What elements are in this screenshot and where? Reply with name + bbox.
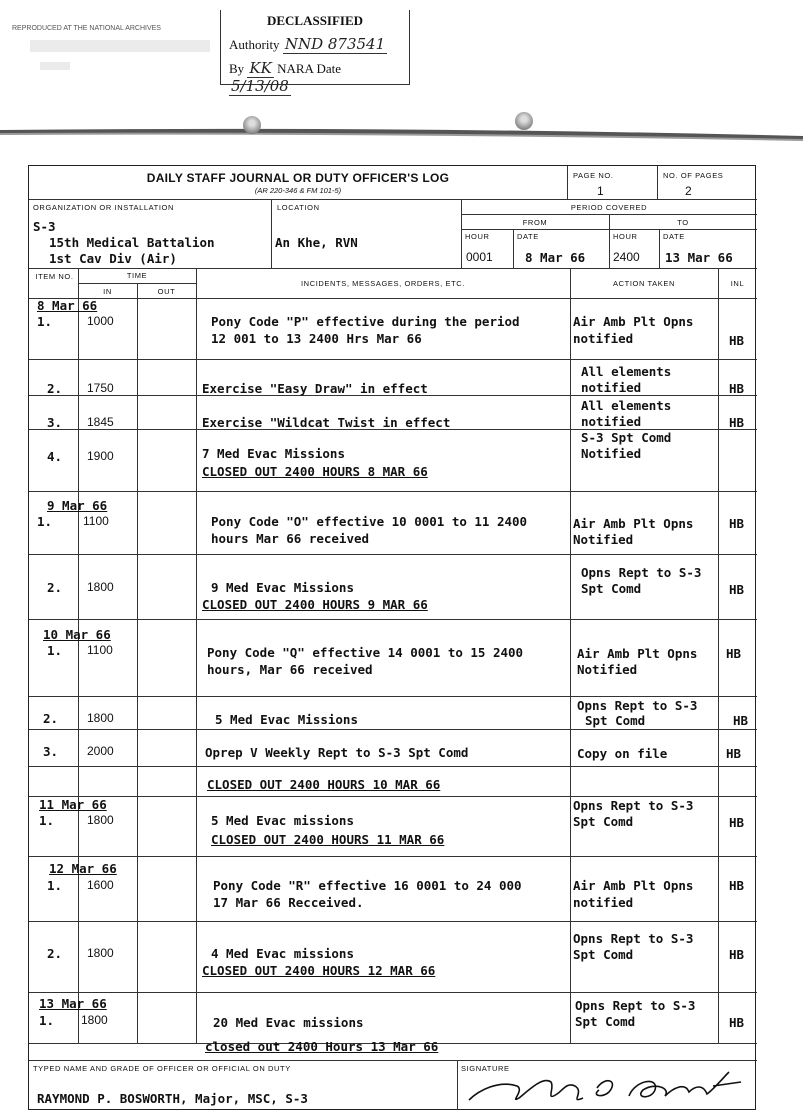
incident-text: 17 Mar 66 Recceived. [213, 895, 364, 910]
to-hour-label: HOUR [613, 232, 638, 241]
action-text: Opns Rept to S-3 [575, 998, 696, 1013]
initials: HB [729, 381, 745, 396]
smudge [30, 40, 210, 52]
time-in: 1800 [87, 711, 114, 725]
date-heading: 13 Mar 66 [39, 996, 107, 1011]
archives-note: REPRODUCED AT THE NATIONAL ARCHIVES [12, 25, 161, 32]
out-header: OUT [157, 287, 176, 296]
rule [461, 229, 757, 230]
rule [29, 856, 757, 857]
action-text: Spt Comd [573, 947, 634, 962]
action-text: notified [581, 414, 642, 429]
item-no: 1. [47, 878, 63, 893]
action-text: Notified [577, 662, 638, 677]
incident-text: 9 Med Evac Missions [211, 580, 354, 595]
item-no: 1. [37, 514, 53, 529]
item-no: 2. [47, 946, 63, 961]
rule [718, 268, 719, 1043]
time-in: 1750 [87, 381, 114, 395]
rule [78, 283, 196, 284]
date-heading: 11 Mar 66 [39, 797, 107, 812]
rule [29, 554, 757, 555]
date-heading: 9 Mar 66 [47, 498, 108, 513]
action-text: Spt Comd [575, 1014, 636, 1029]
incident-text: Pony Code "Q" effective 14 0001 to 15 2400 [207, 645, 524, 660]
rule [29, 298, 757, 299]
officer-label: TYPED NAME AND GRADE OF OFFICER OR OFFICIAL ON DUTY [33, 1064, 291, 1073]
authority-row [229, 35, 401, 53]
by-value: KK [249, 59, 272, 77]
signature-label: SIGNATURE [461, 1064, 510, 1073]
incident-text: 5 Med Evac missions [211, 813, 354, 828]
incident-text: hours, Mar 66 received [207, 662, 373, 677]
rule [659, 229, 660, 268]
incidents-header: INCIDENTS, MESSAGES, ORDERS, ETC. [301, 279, 465, 288]
incident-text: 20 Med Evac missions [213, 1015, 364, 1030]
rule [657, 166, 658, 199]
action-text: notified [573, 895, 634, 910]
from-hour: 0001 [466, 250, 493, 264]
officer-name: RAYMOND P. BOSWORTH, Major, MSC, S-3 [37, 1091, 308, 1106]
action-text: Air Amb Plt Opns [573, 314, 694, 329]
incident-text: Exercise "Wildcat Twist in effect [202, 415, 451, 430]
to-label: TO [677, 218, 689, 227]
incident-text: 7 Med Evac Missions [202, 446, 345, 461]
closed-out-text: CLOSED OUT 2400 HOURS 12 MAR 66 [202, 963, 436, 978]
item-no-header: ITEM NO. [35, 272, 74, 281]
closed-out-text: CLOSED OUT 2400 HOURS 9 MAR 66 [202, 597, 428, 612]
item-no: 2. [43, 711, 59, 726]
incident-text: Pony Code "P" effective during the period [211, 314, 520, 329]
initials: HB [729, 1015, 745, 1030]
incident-text: Pony Code "O" effective 10 0001 to 11 2400 [211, 514, 528, 529]
initials: HB [729, 878, 745, 893]
item-no: 2. [47, 580, 63, 595]
initials: HB [729, 815, 745, 830]
time-in: 1800 [81, 1013, 108, 1027]
initials: HB [729, 947, 745, 962]
page-no: 1 [597, 184, 604, 198]
time-in: 2000 [87, 744, 114, 758]
org-label: ORGANIZATION OR INSTALLATION [33, 203, 174, 212]
page-no-label: PAGE NO. [573, 171, 614, 180]
incident-text: Pony Code "R" effective 16 0001 to 24 000 [213, 878, 522, 893]
location-value: An Khe, RVN [275, 235, 358, 250]
incident-text: hours Mar 66 received [211, 531, 370, 546]
no-pages: 2 [685, 184, 692, 198]
action-text: Opns Rept to S-3 [581, 565, 702, 580]
rule [29, 1060, 757, 1061]
org-line: S-3 [33, 219, 56, 234]
time-in: 1845 [87, 415, 114, 429]
from-hour-label: HOUR [465, 232, 490, 241]
authority-value: NND 873541 [284, 35, 386, 53]
item-no: 1. [39, 813, 55, 828]
time-header: TIME [126, 271, 148, 280]
rule [196, 268, 197, 1043]
item-no: 1. [37, 314, 53, 329]
rule [457, 1060, 458, 1110]
item-no: 1. [47, 643, 63, 658]
to-date-label: DATE [663, 232, 685, 241]
time-in: 1000 [87, 314, 114, 328]
action-header: ACTION TAKEN [613, 279, 675, 288]
time-in: 1600 [87, 878, 114, 892]
authority-label: Authority [229, 37, 280, 52]
action-text: S-3 Spt Comd [581, 430, 672, 445]
incident-text: 5 Med Evac Missions [215, 712, 358, 727]
initials: HB [729, 582, 745, 597]
declassified-stamp [220, 10, 410, 95]
action-text: notified [573, 331, 634, 346]
action-text: Copy on file [577, 746, 668, 761]
date-heading: 8 Mar 66 [37, 298, 98, 313]
action-text: Opns Rept to S-3 [573, 931, 694, 946]
action-text: All elements [581, 398, 672, 413]
initials: HB [733, 713, 749, 728]
org-line: 15th Medical Battalion [49, 235, 215, 250]
action-text: Spt Comd [585, 713, 646, 728]
initials: HB [726, 646, 742, 661]
action-text: Air Amb Plt Opns [577, 646, 698, 661]
org-line: 1st Cav Div (Air) [49, 251, 177, 266]
form-title: DAILY STAFF JOURNAL OR DUTY OFFICER'S LOG [146, 171, 450, 185]
rule [29, 619, 757, 620]
initials: HB [726, 746, 742, 761]
incident-text: 4 Med Evac missions [211, 946, 354, 961]
rule [29, 199, 757, 200]
date-heading: 12 Mar 66 [49, 861, 117, 876]
item-no: 1. [39, 1013, 55, 1028]
item-no: 3. [47, 415, 63, 430]
from-date-label: DATE [517, 232, 539, 241]
declassified-heading: DECLASSIFIED [266, 13, 364, 28]
from-label: FROM [522, 218, 548, 227]
time-in: 1100 [83, 514, 109, 528]
rule [29, 921, 757, 922]
time-in: 1900 [87, 449, 114, 463]
incident-text: Oprep V Weekly Rept to S-3 Spt Comd [205, 745, 469, 760]
punch-hole [243, 116, 261, 134]
rule [29, 696, 757, 697]
time-in: 1800 [87, 813, 114, 827]
rule [29, 766, 757, 767]
rule [567, 166, 568, 199]
action-text: Notified [573, 532, 634, 547]
to-hour: 2400 [613, 250, 640, 264]
period-label: PERIOD COVERED [570, 203, 648, 212]
time-in: 1100 [87, 643, 113, 657]
rule [29, 359, 757, 360]
incident-text: 12 001 to 13 2400 Hrs Mar 66 [211, 331, 422, 346]
no-pages-label: NO. OF PAGES [663, 171, 724, 180]
inl-header: INL [730, 279, 745, 288]
rule [29, 992, 757, 993]
action-text: Opns Rept to S-3 [577, 698, 698, 713]
action-text: Spt Comd [573, 814, 634, 829]
item-no: 3. [43, 744, 59, 759]
rule [137, 283, 138, 1043]
from-date: 8 Mar 66 [525, 250, 586, 265]
location-label: LOCATION [277, 203, 320, 212]
closed-out-text: closed out 2400 Hours 13 Mar 66 [205, 1039, 439, 1054]
action-text: All elements [581, 364, 672, 379]
initials: HB [729, 516, 745, 531]
action-text: notified [581, 380, 642, 395]
item-no: 4. [47, 449, 63, 464]
in-header: IN [103, 287, 112, 296]
rule [513, 229, 514, 268]
to-date: 13 Mar 66 [665, 250, 733, 265]
item-no: 2. [47, 381, 63, 396]
by-row [229, 59, 401, 95]
smudge [40, 62, 70, 70]
action-text: Air Amb Plt Opns [573, 516, 694, 531]
by-label: By [229, 61, 245, 76]
rule [29, 796, 757, 797]
rule [29, 729, 757, 730]
action-text: Spt Comd [581, 581, 642, 596]
date-heading: 10 Mar 66 [43, 627, 111, 642]
page-fold [0, 122, 803, 144]
nara-date-value: 5/13/08 [231, 77, 289, 95]
nara-date-label: NARA Date [277, 61, 342, 76]
staff-journal-form [28, 165, 756, 1110]
action-text: Air Amb Plt Opns [573, 878, 694, 893]
rule [29, 491, 757, 492]
rule [271, 199, 272, 268]
action-text: Notified [581, 446, 642, 461]
initials: HB [729, 415, 745, 430]
punch-hole [515, 112, 533, 130]
time-in: 1800 [87, 946, 114, 960]
initials: HB [729, 333, 745, 348]
form-subtitle: (AR 220-346 & FM 101-5) [254, 186, 342, 195]
closed-out-text: CLOSED OUT 2400 HOURS 11 MAR 66 [211, 832, 445, 847]
time-in: 1800 [87, 580, 114, 594]
incident-text: Exercise "Easy Draw" in effect [202, 381, 428, 396]
closed-out-text: CLOSED OUT 2400 HOURS 8 MAR 66 [202, 464, 428, 479]
rule [29, 268, 757, 269]
closed-out-text: CLOSED OUT 2400 HOURS 10 MAR 66 [207, 777, 441, 792]
signature [459, 1068, 749, 1110]
rule [78, 268, 79, 1043]
action-text: Opns Rept to S-3 [573, 798, 694, 813]
rule [570, 268, 571, 1043]
